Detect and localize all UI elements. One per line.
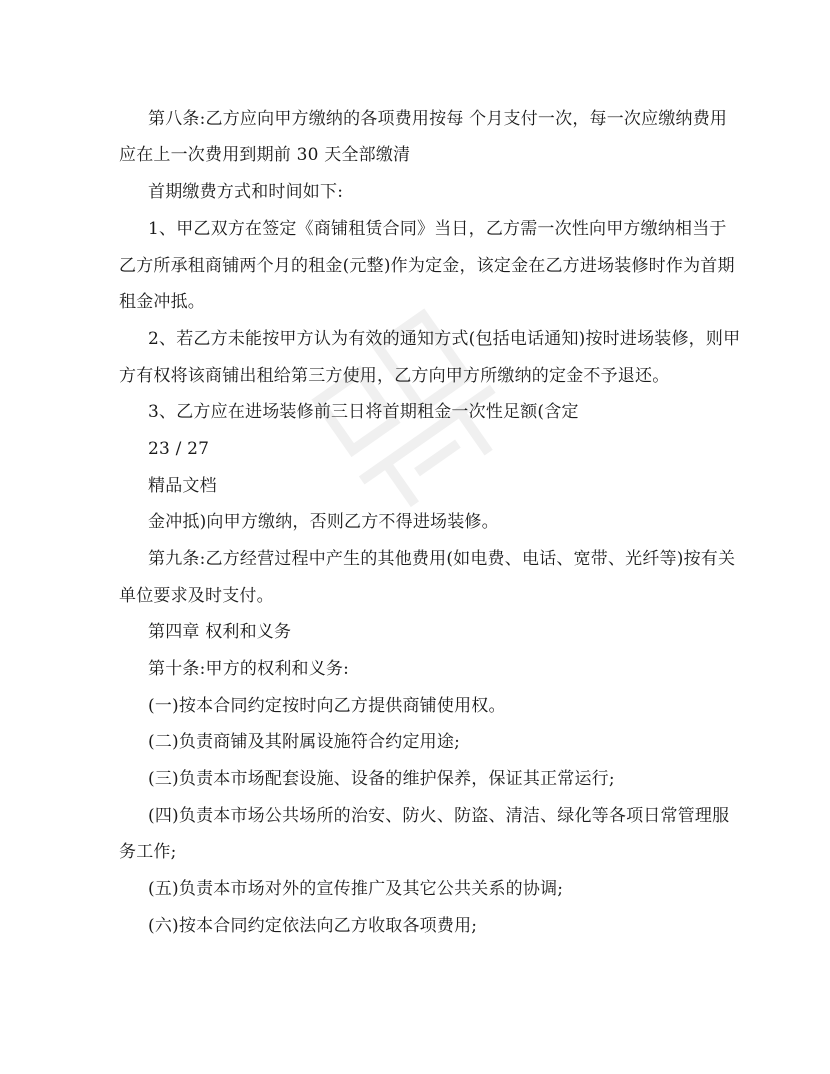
clause-6: (六)按本合同约定依法向乙方收取各项费用; xyxy=(148,916,478,936)
item-3-line-2: 金冲抵)向甲方缴纳，否则乙方不得进场装修。 xyxy=(148,512,499,532)
payment-method-heading: 首期缴费方式和时间如下: xyxy=(148,182,344,202)
page-number: 23 / 27 xyxy=(148,439,210,459)
item-3-line-1: 3、乙方应在进场装修前三日将首期租金一次性足额(含定 xyxy=(148,402,579,422)
clause-5: (五)负责本市场对外的宣传推广及其它公共关系的协调; xyxy=(148,879,564,899)
article-8-line-1: 第八条:乙方应向甲方缴纳的各项费用按每 个月支付一次，每一次应缴纳费用 xyxy=(148,109,728,129)
article-9-line-1: 第九条:乙方经营过程中产生的其他费用(如电费、电话、宽带、光纤等)按有关 xyxy=(148,549,736,569)
clause-2: (二)负责商铺及其附属设施符合约定用途; xyxy=(148,732,460,752)
clause-1: (一)按本合同约定按时向乙方提供商铺使用权。 xyxy=(148,696,506,716)
header-label: 精品文档 xyxy=(148,476,217,496)
item-1-line-3: 租金冲抵。 xyxy=(119,292,205,312)
item-1-line-2: 乙方所承租商铺两个月的租金(元整)作为定金，该定金在乙方进场装修时作为首期 xyxy=(119,256,735,276)
chapter-4-heading: 第四章 权利和义务 xyxy=(148,622,292,642)
clause-4-line-1: (四)负责本市场公共场所的治安、防火、防盗、清洁、绿化等各项日常管理服 xyxy=(148,806,730,826)
article-10-heading: 第十条:甲方的权利和义务: xyxy=(148,659,350,679)
clause-4-line-2: 务工作; xyxy=(119,842,177,862)
item-2-line-2: 方有权将该商铺出租给第三方使用，乙方向甲方所缴纳的定金不予退还。 xyxy=(119,366,670,386)
clause-3: (三)负责本市场配套设施、设备的维护保养，保证其正常运行; xyxy=(148,769,615,789)
article-8-line-2: 应在上一次费用到期前 30 天全部缴清 xyxy=(119,145,411,165)
item-1-line-1: 1、甲乙双方在签定《商铺租赁合同》当日，乙方需一次性向甲方缴纳相当于 xyxy=(148,219,727,239)
item-2-line-1: 2、若乙方未能按甲方认为有效的通知方式(包括电话通知)按时进场装修，则甲 xyxy=(148,329,741,349)
article-9-line-2: 单位要求及时支付。 xyxy=(119,586,274,606)
